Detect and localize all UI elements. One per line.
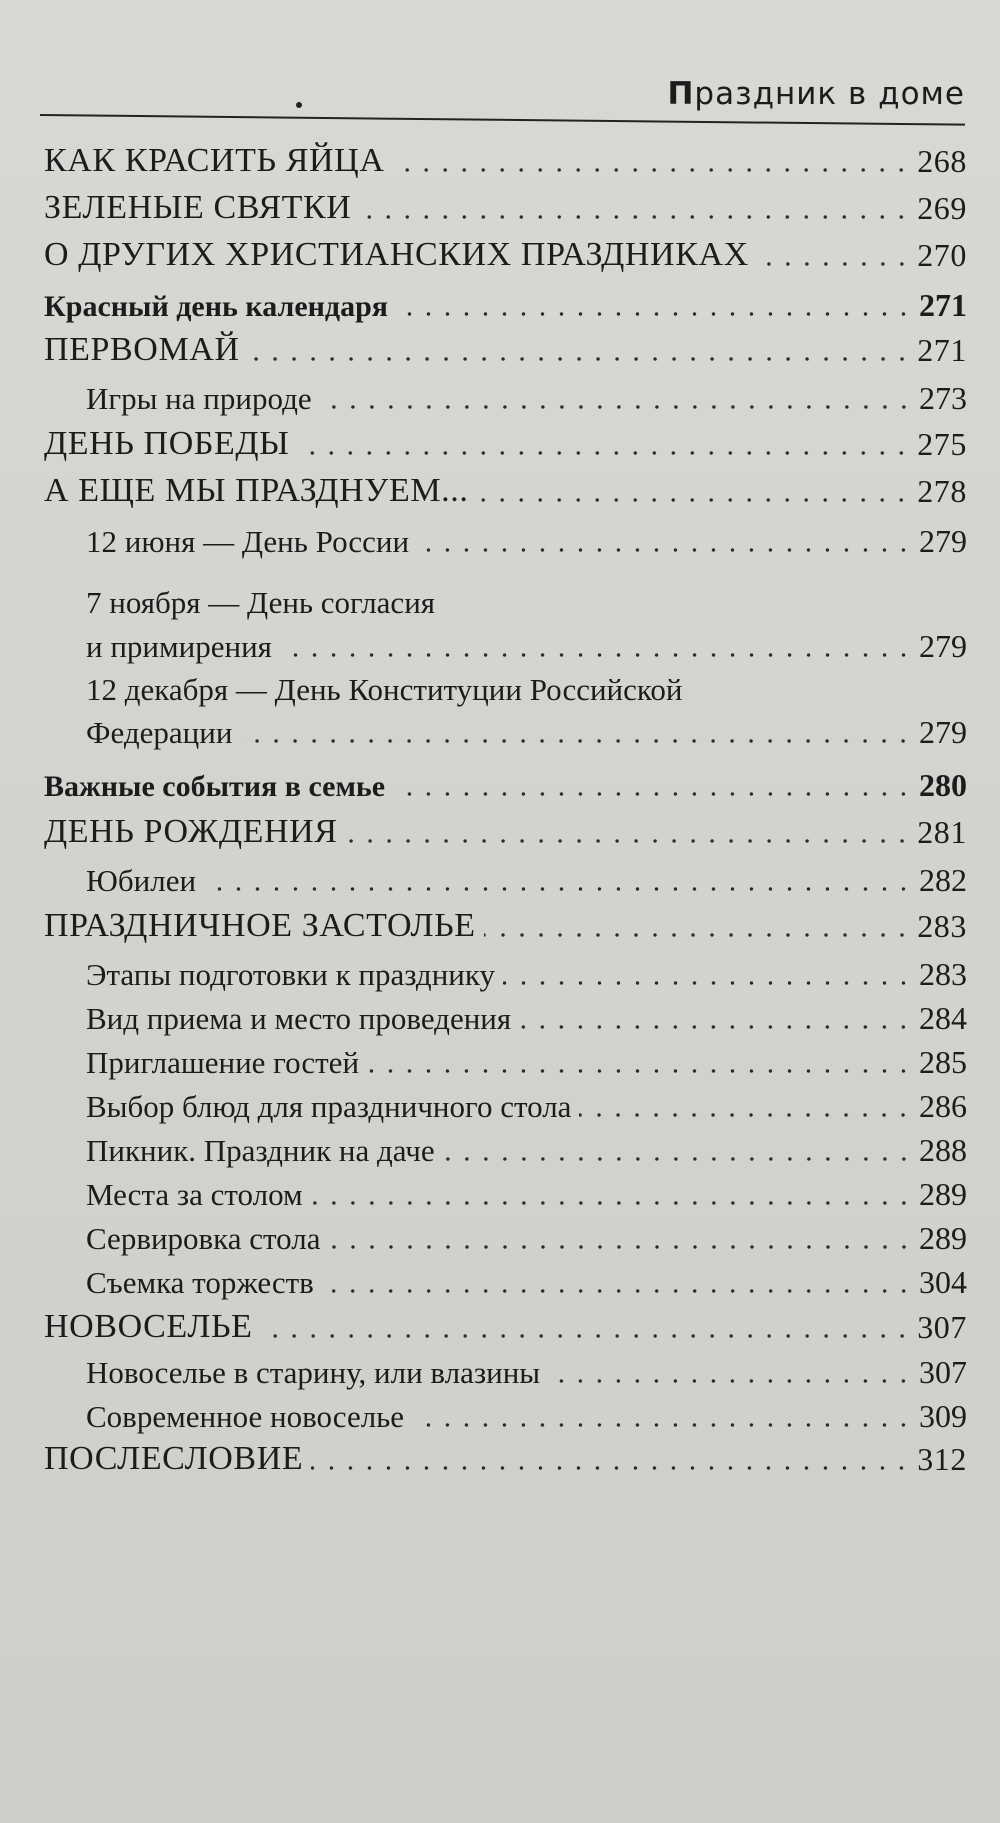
leader-dots xyxy=(297,451,911,455)
toc-entry-title: ПРАЗДНИЧНОЕ ЗАСТОЛЬЕ xyxy=(44,907,476,944)
leader-dots xyxy=(579,1113,913,1117)
toc-entry-page: 273 xyxy=(919,380,967,416)
leader-dots xyxy=(311,1201,913,1205)
toc-entry-page: 269 xyxy=(917,190,967,226)
leader-dots xyxy=(443,1157,913,1161)
leader-dots xyxy=(261,1334,912,1338)
leader-dots xyxy=(484,933,912,937)
toc-entry-title: ДЕНЬ ПОБЕДЫ xyxy=(44,425,290,462)
leader-dots xyxy=(240,739,913,743)
toc-section-title: Важные события в семье xyxy=(44,770,386,803)
toc-subentry-title: Вид приема и место проведения xyxy=(86,1001,512,1036)
toc-entry-page: 279 xyxy=(919,714,967,750)
leader-dots xyxy=(393,792,913,796)
toc-entry-page: 279 xyxy=(919,523,967,559)
leader-dots xyxy=(320,405,913,409)
toc-entry-title: КАК КРАСИТЬ ЯЙЦА xyxy=(44,142,385,179)
toc-section-family-events xyxy=(0,767,1000,804)
toc-entry-page: 278 xyxy=(917,473,967,509)
toc-entry-page: 270 xyxy=(917,237,967,273)
leader-dots xyxy=(311,1466,911,1470)
toc-section-title: Красный день календаря xyxy=(44,290,389,323)
toc-entry-page: 286 xyxy=(919,1088,967,1124)
toc-subentry-title: Игры на природе xyxy=(86,381,312,416)
toc-entry-page: 283 xyxy=(917,908,967,944)
toc-entry-title: ПОСЛЕСЛОВИЕ xyxy=(44,1440,304,1477)
toc-subentry-event-filming xyxy=(0,1264,1000,1301)
toc-entry-housewarming xyxy=(0,1308,1000,1346)
toc-subentry-inviting-guests xyxy=(0,1044,1000,1081)
toc-subentry-anniversaries xyxy=(0,862,1000,899)
header-title-initial: П xyxy=(667,76,695,112)
toc-entry-title: ДЕНЬ РОЖДЕНИЯ xyxy=(44,813,338,850)
toc-entry-page: 312 xyxy=(917,1441,967,1477)
toc-entry-page: 284 xyxy=(919,1000,967,1036)
leader-dots xyxy=(476,498,911,502)
leader-dots xyxy=(503,981,913,985)
toc-entry-title: ПЕРВОМАЙ xyxy=(44,331,240,368)
leader-dots xyxy=(757,262,911,266)
toc-entry-festive-feast xyxy=(0,907,1000,945)
leader-dots xyxy=(329,1245,914,1249)
header-dot xyxy=(296,102,302,108)
leader-dots xyxy=(280,653,913,657)
toc-entry-page: 279 xyxy=(919,628,967,664)
toc-subentry-title: Сервировка стола xyxy=(86,1221,321,1256)
toc-entry-title: ЗЕЛЕНЫЕ СВЯТКИ xyxy=(44,189,352,226)
toc-entry-page: 307 xyxy=(919,1354,967,1390)
toc-subentry-reception-type xyxy=(0,1000,1000,1037)
toc-subentry-title-line1: 7 ноября — День согласия xyxy=(86,585,436,620)
header-title-rest: раздник в доме xyxy=(694,76,965,112)
toc-entry-we-also-celebrate xyxy=(0,472,1000,510)
toc-entry-page: 275 xyxy=(917,426,967,462)
toc-entry-may-day xyxy=(0,331,1000,369)
toc-entry-title: НОВОСЕЛЬЕ xyxy=(44,1308,253,1345)
toc-entry-title: А ЕЩЕ МЫ ПРАЗДНУЕМ... xyxy=(44,472,469,509)
toc-entry-how-to-dye-eggs xyxy=(0,142,1000,180)
leader-dots xyxy=(322,1289,913,1293)
toc-entry-page: 281 xyxy=(917,814,967,850)
leader-dots xyxy=(346,839,912,843)
toc-subentry-title: Приглашение гостей xyxy=(86,1045,360,1080)
leader-dots xyxy=(548,1379,913,1383)
toc-entry-page: 285 xyxy=(919,1044,967,1080)
toc-subentry-title: Этапы подготовки к празднику xyxy=(86,957,496,992)
toc-subentry-modern-housewarming xyxy=(0,1398,1000,1435)
toc-subentry-title: Съемка торжеств xyxy=(86,1265,314,1300)
toc-subentry-outdoor-games xyxy=(0,380,1000,417)
toc-entry-title: О ДРУГИХ ХРИСТИАНСКИХ ПРАЗДНИКАХ xyxy=(44,236,749,273)
toc-subentry-title-line2: и примирения xyxy=(86,629,272,664)
leader-dots xyxy=(367,1069,913,1073)
toc-subentry-title: Места за столом xyxy=(86,1177,303,1212)
leader-dots xyxy=(392,168,911,172)
leader-dots xyxy=(412,1423,913,1427)
toc-entry-page: 280 xyxy=(919,767,967,803)
toc-subentry-seating xyxy=(0,1176,1000,1213)
toc-subentry-title: Выбор блюд для праздничного стола xyxy=(86,1089,572,1124)
toc-subentry-title: Современное новоселье xyxy=(86,1399,405,1434)
header-rule xyxy=(40,114,965,126)
leader-dots xyxy=(204,887,913,891)
toc-entry-page: 282 xyxy=(919,862,967,898)
toc-entry-page: 271 xyxy=(917,332,967,368)
toc-subentry-old-housewarming xyxy=(0,1354,1000,1391)
toc-entry-birthday xyxy=(0,813,1000,851)
toc-subentry-title: Юбилеи xyxy=(86,863,197,898)
toc-subentry-dish-selection xyxy=(0,1088,1000,1125)
toc-entry-page: 289 xyxy=(919,1220,967,1256)
toc-subentry-russia-day xyxy=(0,523,1000,560)
toc-entry-page: 307 xyxy=(917,1309,967,1345)
leader-dots xyxy=(396,312,913,316)
toc-subentry-preparation-stages xyxy=(0,956,1000,993)
toc-entry-other-christian-holidays xyxy=(0,236,1000,274)
running-header xyxy=(40,40,965,120)
toc-subentry-table-setting xyxy=(0,1220,1000,1257)
running-header-title xyxy=(667,76,965,112)
leader-dots xyxy=(519,1025,913,1029)
toc-entry-page: 309 xyxy=(919,1398,967,1434)
toc-entry-victory-day xyxy=(0,425,1000,463)
toc-subentry-title: Новоселье в старину, или влазины xyxy=(86,1355,541,1390)
toc-subentry-title-line1: 12 декабря — День Конституции Российской xyxy=(86,672,683,707)
toc-subentry-title: Пикник. Праздник на даче xyxy=(86,1133,435,1168)
leader-dots xyxy=(359,215,911,219)
toc-entry-page: 268 xyxy=(917,143,967,179)
toc-subentry-title: 12 июня — День России xyxy=(86,524,410,559)
toc-entry-page: 304 xyxy=(919,1264,967,1300)
toc-section-red-calendar-day xyxy=(0,287,1000,324)
leader-dots xyxy=(417,548,913,552)
toc-subentry-picnic xyxy=(0,1132,1000,1169)
leader-dots xyxy=(248,357,912,361)
toc-entry-page: 289 xyxy=(919,1176,967,1212)
toc-entry-page: 271 xyxy=(919,287,967,323)
toc-subentry-reconciliation-day xyxy=(0,628,1000,665)
toc-entry-page: 283 xyxy=(919,956,967,992)
toc-entry-green-holidays xyxy=(0,189,1000,227)
toc-entry-afterword xyxy=(0,1440,1000,1478)
toc-subentry-title-line2: Федерации xyxy=(86,715,233,750)
toc-entry-page: 288 xyxy=(919,1132,967,1168)
toc-subentry-constitution-day xyxy=(0,714,1000,751)
